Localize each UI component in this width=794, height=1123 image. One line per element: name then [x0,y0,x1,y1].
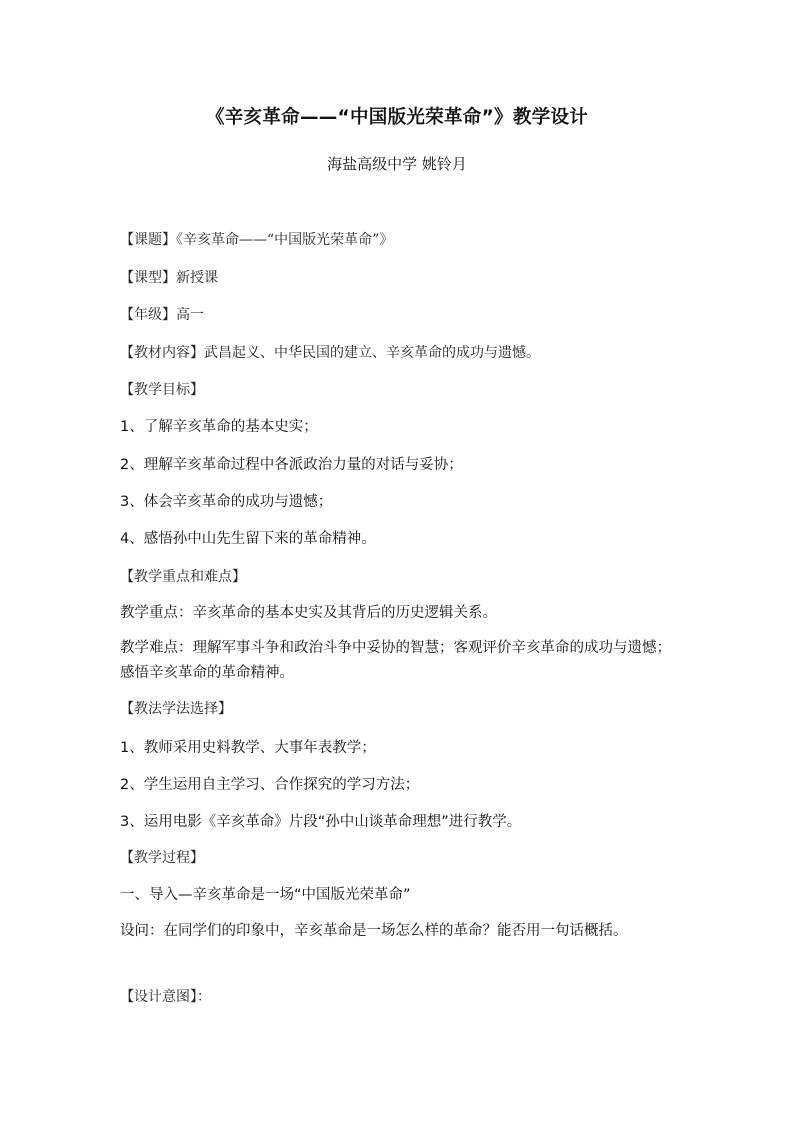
objective-item: 2、理解辛亥革命过程中各派政治力量的对话与妥协； [120,457,463,473]
question-text: 设问：在同学们的印象中，辛亥革命是一场怎么样的革命？能否用一句话概括。 [120,923,628,939]
section-heading-methods: 【教法学法选择】 [120,701,232,717]
difficult-point-text: 教学难点：理解军事斗争和政治斗争中妥协的智慧；客观评价辛亥革命的成功与遗憾；感悟辛亥革命的革命精神。 [120,640,671,681]
document-title: 《辛亥革命——“中国版光荣革命”》教学设计 [205,107,589,128]
document-author: 海盐高级中学 姚铃月 [327,155,467,173]
lesson-type: 【课型】新授课 [120,270,218,286]
section-heading-process: 【教学过程】 [120,850,204,866]
textbook-content: 【教材内容】武昌起义、中华民国的建立、辛亥革命的成功与遗憾。 [120,345,540,361]
grade-level: 【年级】高一 [120,307,204,323]
method-item: 2、学生运用自主学习、合作探究的学习方法； [120,777,420,793]
lesson-topic: 【课题】《辛亥革命——“中国版光荣革命”》 [120,232,394,248]
objective-item: 1、了解辛亥革命的基本史实； [120,419,318,435]
key-point-text: 教学重点：辛亥革命的基本史实及其背后的历史逻辑关系。 [120,605,497,621]
section-heading-key-points: 【教学重点和难点】 [120,569,246,585]
design-intent-label: 【设计意图】： [120,989,211,1005]
process-step-heading: 一、导入—辛亥革命是一场“中国版光荣革命” [120,887,411,903]
section-heading-objectives: 【教学目标】 [120,382,204,398]
objective-item: 4、感悟孙中山先生留下来的革命精神。 [120,531,376,547]
method-item: 1、教师采用史料教学、大事年表教学； [120,740,376,756]
objective-item: 3、体会辛亥革命的成功与遗憾； [120,494,333,510]
method-item: 3、运用电影《辛亥革命》片段“孙中山谈革命理想”进行教学。 [120,814,522,830]
